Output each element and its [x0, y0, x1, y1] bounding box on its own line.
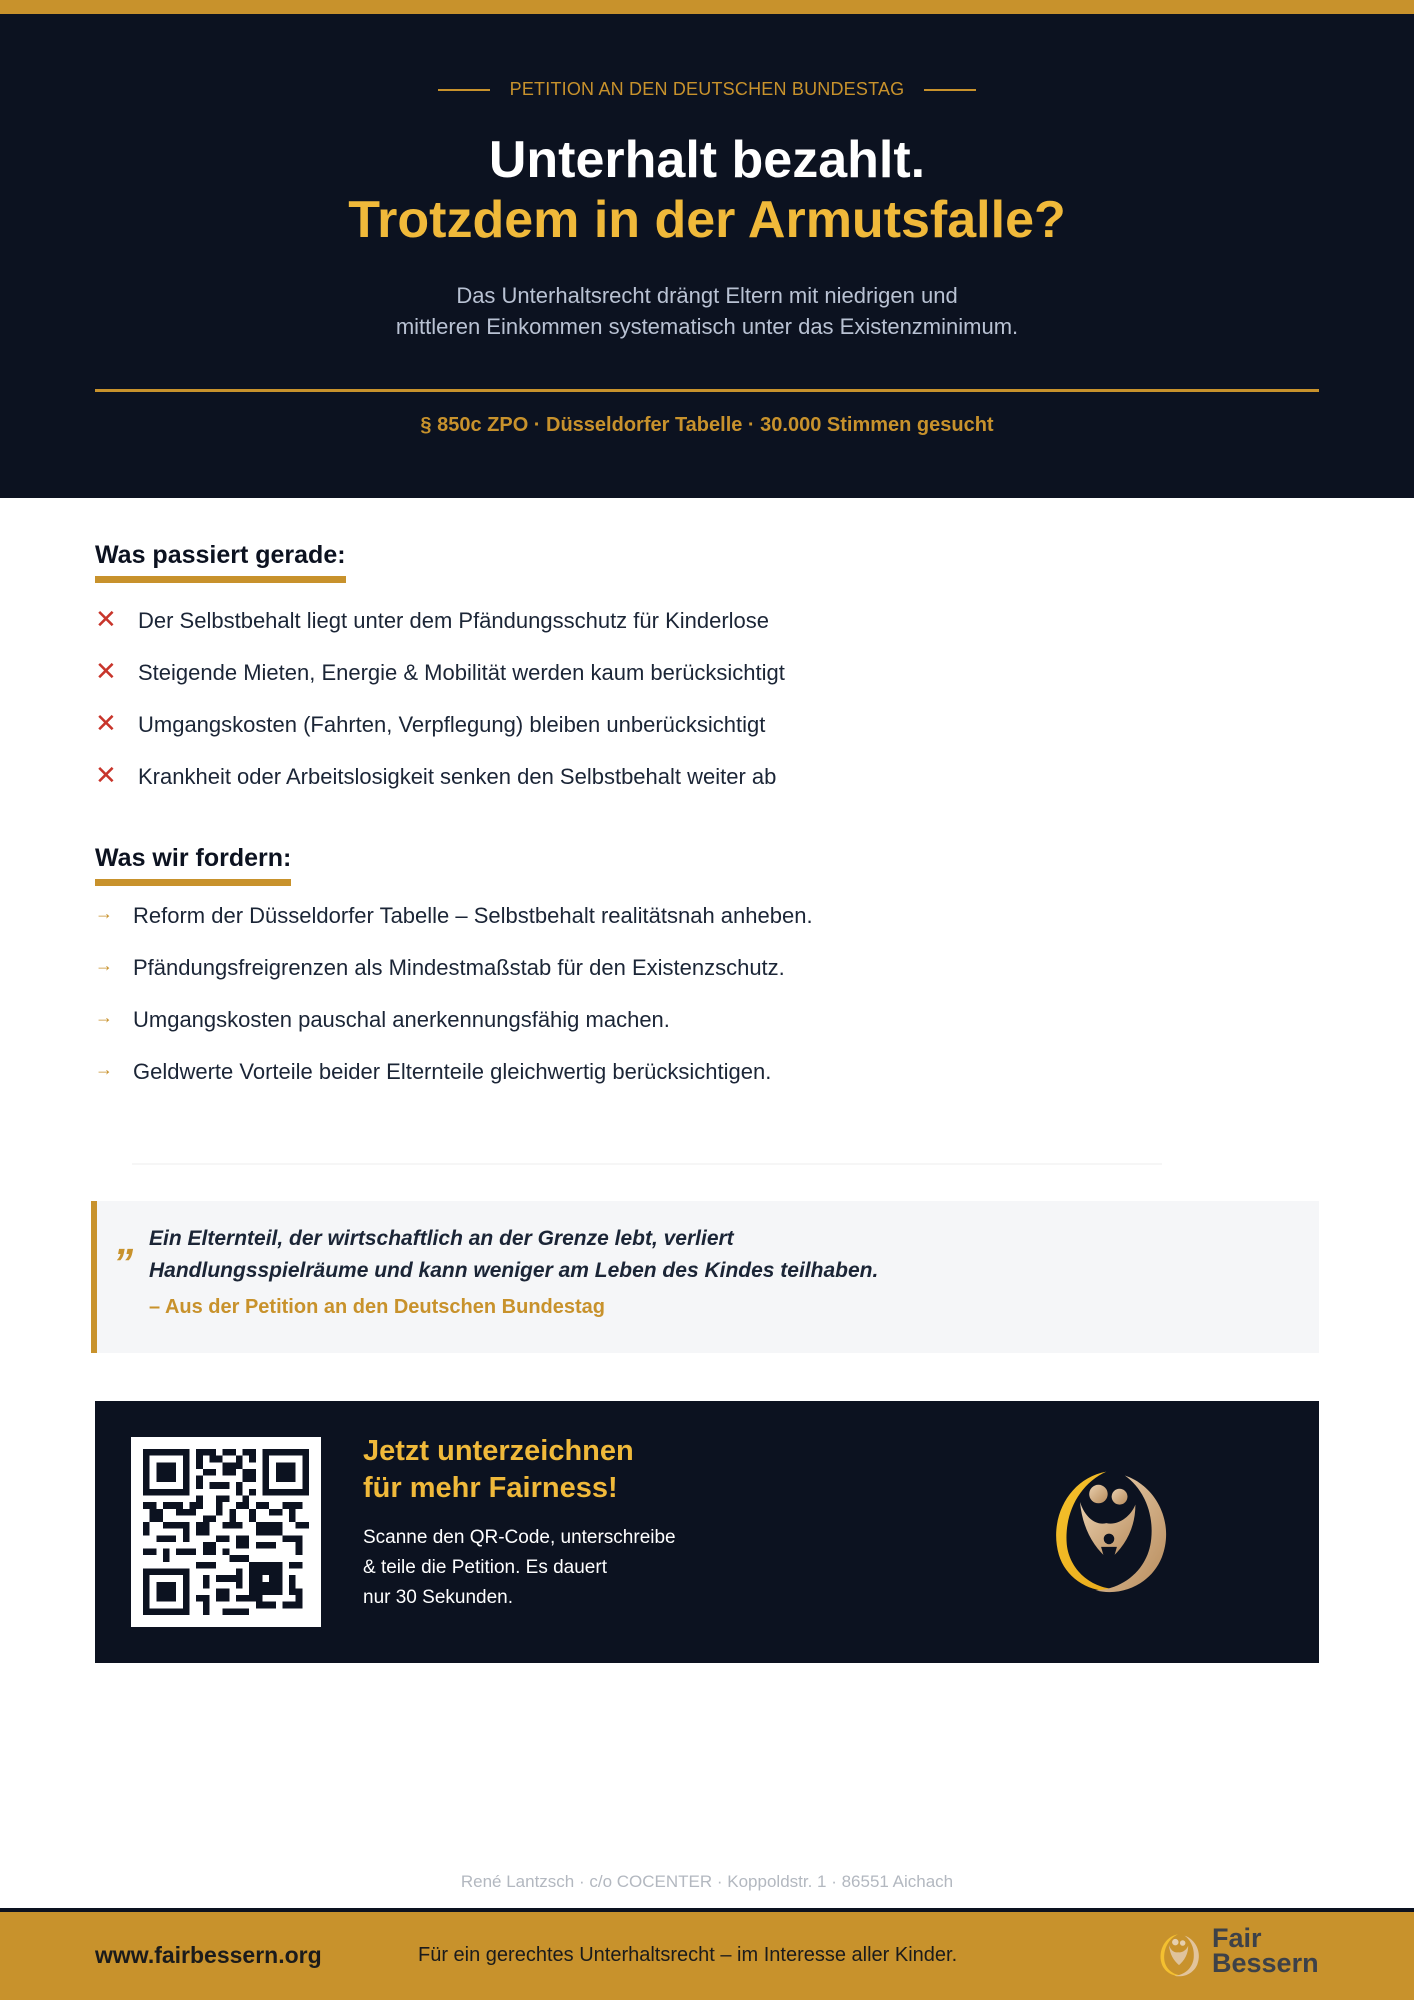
- sender-address: René Lantzsch · c/o COCENTER · Koppoldstr. 1 · 86551 Aichach: [460, 1872, 954, 1891]
- lead-text: [0, 280, 1414, 342]
- arrow-right-icon: →: [95, 1059, 113, 1079]
- arrow-right-icon: →: [95, 903, 113, 923]
- hero-divider: [95, 389, 1319, 392]
- cta-body-line3: nur 30 Sekunden.: [363, 1587, 514, 1608]
- cta-body-line2: & teile die Petition. Es dauert: [363, 1557, 607, 1578]
- footer-brand: [1212, 1923, 1319, 1978]
- list-item: ✕ Der Selbstbehalt liegt unter dem Pfändungsschutz für Kinderlose: [95, 604, 770, 634]
- qr-code-graphic: [143, 1449, 309, 1615]
- quote-source: – Aus der Petition an den Deutschen Bundestag: [149, 1296, 605, 1318]
- quote-line1: Ein Elternteil, der wirtschaftlich an der Grenze lebt, verliert: [149, 1227, 734, 1250]
- footer-slogan: Für ein gerechtes Unterhaltsrecht – im Interesse aller Kinder.: [418, 1944, 958, 1966]
- cross-icon: ✕: [95, 656, 117, 686]
- arrow-right-icon: →: [95, 1007, 113, 1027]
- quote-block: [91, 1201, 1319, 1353]
- list-item: ✕ Krankheit oder Arbeitslosigkeit senken den Selbstbehalt weiter ab: [95, 760, 777, 790]
- section-divider: [132, 1163, 1162, 1165]
- fair-bessern-logo-icon: [1156, 1930, 1202, 1980]
- cta-body-line1: Scanne den QR-Code, unterschreibe: [363, 1527, 676, 1548]
- hero-meta: § 850c ZPO · Düsseldorfer Tabelle · 30.000 Stimmen gesucht: [420, 414, 994, 436]
- list-item: → Pfändungsfreigrenzen als Mindestmaßstab für den Existenzschutz.: [95, 955, 785, 980]
- kicker-line-left: [438, 89, 490, 91]
- qr-code-icon[interactable]: [131, 1437, 321, 1627]
- brand-line1: Fair: [1212, 1923, 1262, 1953]
- quote-text: [149, 1223, 1249, 1287]
- cross-icon: ✕: [95, 708, 117, 738]
- kicker: [0, 79, 1414, 100]
- hero-banner: [0, 14, 1414, 498]
- quote-line2: Handlungsspielräume und kann weniger am Leben des Kindes teilhaben.: [149, 1259, 879, 1282]
- lead-line2: mittleren Einkommen systematisch unter das Existenzminimum.: [395, 314, 1019, 339]
- headline-line2: Trotzdem in der Armutsfalle?: [348, 191, 1066, 249]
- list-item: ✕ Steigende Mieten, Energie & Mobilität werden kaum berücksichtigt: [95, 656, 785, 686]
- cross-icon: ✕: [95, 760, 117, 790]
- section-title-problems: Was passiert gerade:: [95, 540, 346, 583]
- arrow-right-icon: →: [95, 955, 113, 975]
- kicker-line-right: [924, 89, 976, 91]
- cta-title-line1: Jetzt unterzeichnen: [363, 1435, 634, 1467]
- quote-mark-icon: „: [117, 1219, 137, 1263]
- cta-body: [363, 1523, 763, 1613]
- cta-title: [363, 1433, 763, 1507]
- footer-bar: [0, 1912, 1414, 2000]
- problems-list: [95, 604, 785, 816]
- website-link[interactable]: www.fairbessern.org: [95, 1942, 322, 1968]
- call-to-action-panel: [95, 1401, 1319, 1663]
- section-title-demands: Was wir fordern:: [95, 843, 291, 886]
- list-item: → Geldwerte Vorteile beider Elternteile gleichwertig berücksichtigen.: [95, 1059, 772, 1084]
- fair-bessern-logo-icon: [1043, 1465, 1175, 1597]
- cross-icon: ✕: [95, 604, 117, 634]
- headline-line1: Unterhalt bezahlt.: [488, 131, 926, 189]
- lead-line1: Das Unterhaltsrecht drängt Eltern mit niedrigen und: [456, 283, 958, 308]
- brand-line2: Bessern: [1212, 1948, 1319, 1978]
- list-item: → Reform der Düsseldorfer Tabelle – Selbstbehalt realitätsnah anheben.: [95, 903, 813, 928]
- demands-list: [95, 903, 813, 1111]
- cta-title-line2: für mehr Fairness!: [363, 1472, 618, 1504]
- top-accent-stripe: [0, 0, 1414, 14]
- list-item: → Umgangskosten pauschal anerkennungsfähig machen.: [95, 1007, 670, 1032]
- list-item: ✕ Umgangskosten (Fahrten, Verpflegung) bleiben unberücksichtigt: [95, 708, 766, 738]
- kicker-text: PETITION AN DEN DEUTSCHEN BUNDESTAG: [509, 79, 905, 99]
